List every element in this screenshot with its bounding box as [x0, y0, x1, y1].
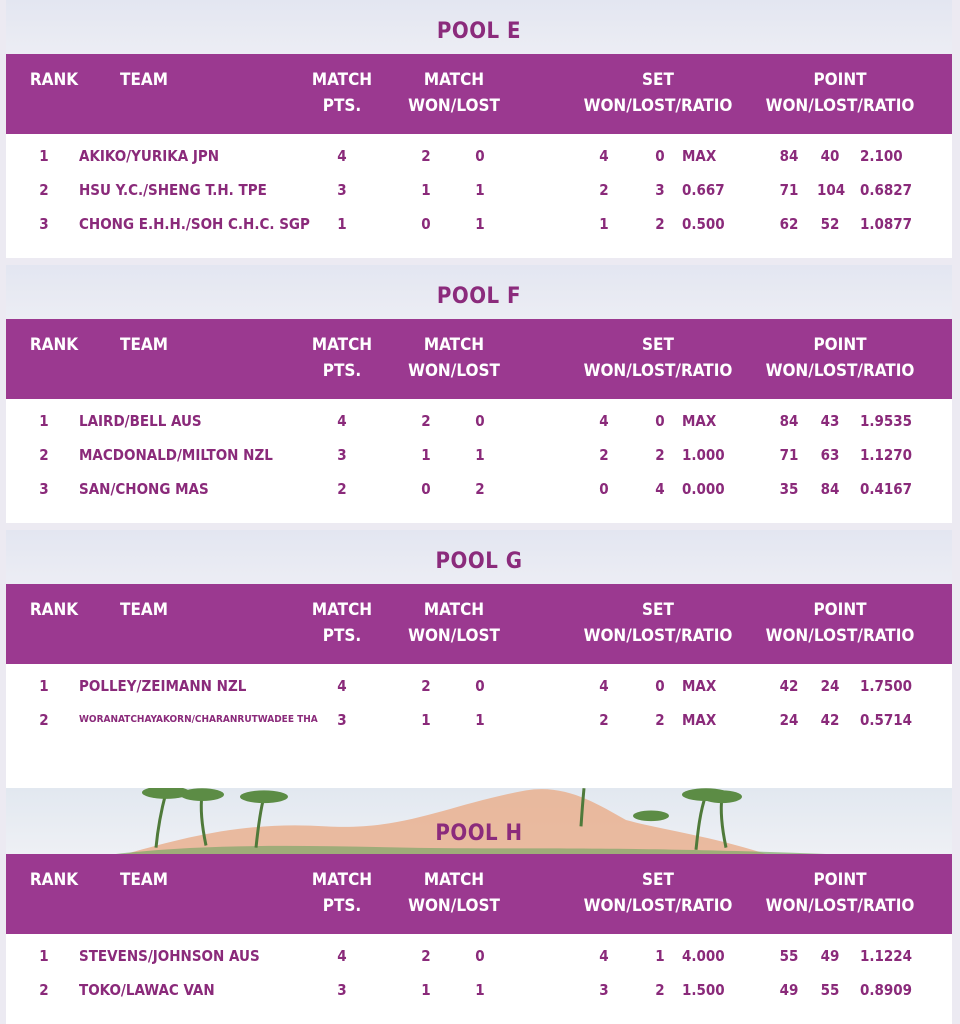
- point-won-cell: 24: [779, 711, 799, 729]
- table-row: [6, 939, 952, 973]
- point-lost-cell: 43: [820, 412, 840, 430]
- header-match-won-lost: MATCH WON/LOST: [408, 335, 500, 381]
- rank-cell: 1: [39, 147, 49, 165]
- point-lost-cell: 63: [820, 446, 840, 464]
- header-match-won-lost: MATCH WON/LOST: [408, 70, 500, 116]
- set-won-cell: 2: [599, 446, 609, 464]
- point-ratio-cell: 1.9535: [860, 412, 913, 430]
- match-pts-cell: 3: [337, 181, 347, 199]
- point-lost-cell: 84: [820, 480, 840, 498]
- point-lost-cell: 104: [817, 181, 846, 199]
- set-won-cell: 0: [599, 480, 609, 498]
- set-lost-cell: 2: [655, 215, 665, 233]
- set-lost-cell: 0: [655, 147, 665, 165]
- table-row: [6, 472, 952, 506]
- point-lost-cell: 49: [820, 947, 840, 965]
- table-row: [6, 669, 952, 703]
- table-row: [6, 207, 952, 241]
- header-match-pts: MATCH PTS.: [311, 70, 373, 116]
- match-won-cell: 2: [421, 412, 431, 430]
- team-cell: LAIRD/BELL AUS: [79, 412, 202, 430]
- set-ratio-cell: 1.500: [682, 981, 725, 999]
- match-pts-cell: 4: [337, 412, 347, 430]
- point-won-cell: 84: [779, 147, 799, 165]
- rank-cell: 3: [39, 480, 49, 498]
- match-lost-cell: 1: [475, 981, 485, 999]
- team-cell: TOKO/LAWAC VAN: [79, 981, 215, 999]
- table-header: [6, 319, 952, 399]
- header-match-pts: MATCH PTS.: [311, 335, 373, 381]
- header-point: POINT WON/LOST/RATIO: [765, 870, 915, 916]
- match-won-cell: 1: [421, 981, 431, 999]
- match-lost-cell: 0: [475, 947, 485, 965]
- point-ratio-cell: 1.1270: [860, 446, 913, 464]
- header-team: TEAM: [120, 870, 168, 890]
- pool-title: POOL H: [435, 821, 523, 846]
- set-ratio-cell: MAX: [682, 677, 717, 695]
- match-lost-cell: 0: [475, 412, 485, 430]
- header-team: TEAM: [120, 335, 168, 355]
- point-won-cell: 42: [779, 677, 799, 695]
- rank-cell: 2: [39, 446, 49, 464]
- match-pts-cell: 4: [337, 147, 347, 165]
- header-team: TEAM: [120, 70, 168, 90]
- point-ratio-cell: 1.0877: [860, 215, 913, 233]
- header-point: POINT WON/LOST/RATIO: [765, 600, 915, 646]
- set-lost-cell: 2: [655, 711, 665, 729]
- table-row: [6, 173, 952, 207]
- team-cell: CHONG E.H.H./SOH C.H.C. SGP: [79, 215, 310, 233]
- point-lost-cell: 24: [820, 677, 840, 695]
- match-lost-cell: 1: [475, 711, 485, 729]
- header-match-won-lost: MATCH WON/LOST: [408, 870, 500, 916]
- table-row: [6, 404, 952, 438]
- set-won-cell: 2: [599, 181, 609, 199]
- match-lost-cell: 1: [475, 181, 485, 199]
- point-ratio-cell: 1.1224: [860, 947, 913, 965]
- table-row: [6, 973, 952, 1007]
- header-point: POINT WON/LOST/RATIO: [765, 70, 915, 116]
- set-lost-cell: 4: [655, 480, 665, 498]
- match-lost-cell: 1: [475, 446, 485, 464]
- set-lost-cell: 2: [655, 981, 665, 999]
- point-lost-cell: 55: [820, 981, 840, 999]
- rank-cell: 2: [39, 181, 49, 199]
- point-won-cell: 62: [779, 215, 799, 233]
- match-won-cell: 1: [421, 181, 431, 199]
- team-cell: MACDONALD/MILTON NZL: [79, 446, 273, 464]
- team-cell: HSU Y.C./SHENG T.H. TPE: [79, 181, 267, 199]
- pool-title-band: [6, 265, 952, 319]
- header-set: SET WON/LOST/RATIO: [583, 870, 733, 916]
- team-cell: STEVENS/JOHNSON AUS: [79, 947, 260, 965]
- point-lost-cell: 42: [820, 711, 840, 729]
- match-lost-cell: 0: [475, 677, 485, 695]
- point-won-cell: 71: [779, 181, 799, 199]
- set-ratio-cell: 0.667: [682, 181, 725, 199]
- set-won-cell: 1: [599, 215, 609, 233]
- table-row: [6, 703, 952, 737]
- header-rank: RANK: [29, 600, 79, 620]
- match-won-cell: 1: [421, 446, 431, 464]
- set-won-cell: 3: [599, 981, 609, 999]
- rank-cell: 1: [39, 412, 49, 430]
- table-body: [6, 134, 952, 241]
- table-body: [6, 664, 952, 737]
- match-lost-cell: 1: [475, 215, 485, 233]
- match-won-cell: 2: [421, 677, 431, 695]
- match-pts-cell: 4: [337, 947, 347, 965]
- pool-title: POOL G: [435, 549, 523, 574]
- set-lost-cell: 1: [655, 947, 665, 965]
- rank-cell: 3: [39, 215, 49, 233]
- table-header: [6, 584, 952, 664]
- set-ratio-cell: 1.000: [682, 446, 725, 464]
- table-row: [6, 139, 952, 173]
- point-won-cell: 49: [779, 981, 799, 999]
- point-lost-cell: 52: [820, 215, 840, 233]
- set-ratio-cell: MAX: [682, 147, 717, 165]
- point-ratio-cell: 2.100: [860, 147, 903, 165]
- match-pts-cell: 3: [337, 981, 347, 999]
- point-ratio-cell: 0.4167: [860, 480, 913, 498]
- table-row: [6, 438, 952, 472]
- set-ratio-cell: 0.000: [682, 480, 725, 498]
- header-match-won-lost: MATCH WON/LOST: [408, 600, 500, 646]
- pool-title: POOL F: [436, 284, 522, 309]
- pool-title-band: [6, 0, 952, 54]
- team-cell: SAN/CHONG MAS: [79, 480, 209, 498]
- point-ratio-cell: 1.7500: [860, 677, 913, 695]
- header-rank: RANK: [29, 870, 79, 890]
- set-ratio-cell: 4.000: [682, 947, 725, 965]
- header-team: TEAM: [120, 600, 168, 620]
- point-ratio-cell: 0.8909: [860, 981, 913, 999]
- set-lost-cell: 2: [655, 446, 665, 464]
- header-point: POINT WON/LOST/RATIO: [765, 335, 915, 381]
- match-pts-cell: 3: [337, 446, 347, 464]
- header-match-pts: MATCH PTS.: [311, 600, 373, 646]
- set-won-cell: 4: [599, 947, 609, 965]
- point-won-cell: 55: [779, 947, 799, 965]
- match-lost-cell: 0: [475, 147, 485, 165]
- rank-cell: 2: [39, 711, 49, 729]
- set-ratio-cell: MAX: [682, 412, 717, 430]
- header-rank: RANK: [29, 335, 79, 355]
- set-lost-cell: 0: [655, 677, 665, 695]
- table-body: [6, 934, 952, 1007]
- point-ratio-cell: 0.5714: [860, 711, 913, 729]
- pool-e-section: [6, 0, 952, 258]
- pool-f-section: [6, 265, 952, 523]
- set-won-cell: 2: [599, 711, 609, 729]
- set-lost-cell: 0: [655, 412, 665, 430]
- pool-g-section: [6, 530, 952, 788]
- rank-cell: 2: [39, 981, 49, 999]
- set-ratio-cell: MAX: [682, 711, 717, 729]
- header-set: SET WON/LOST/RATIO: [583, 70, 733, 116]
- table-body: [6, 399, 952, 506]
- table-header: [6, 54, 952, 134]
- pool-h-section: [6, 788, 952, 1024]
- table-header: [6, 854, 952, 934]
- match-lost-cell: 2: [475, 480, 485, 498]
- header-set: SET WON/LOST/RATIO: [583, 600, 733, 646]
- pool-title: POOL E: [436, 19, 522, 44]
- match-won-cell: 2: [421, 947, 431, 965]
- set-won-cell: 4: [599, 677, 609, 695]
- match-won-cell: 0: [421, 215, 431, 233]
- set-won-cell: 4: [599, 412, 609, 430]
- set-ratio-cell: 0.500: [682, 215, 725, 233]
- rank-cell: 1: [39, 947, 49, 965]
- match-pts-cell: 1: [337, 215, 347, 233]
- team-cell: WORANATCHAYAKORN/CHARANRUTWADEE THA: [79, 714, 318, 725]
- match-pts-cell: 2: [337, 480, 347, 498]
- pool-title-band: [6, 788, 952, 854]
- point-lost-cell: 40: [820, 147, 840, 165]
- header-match-pts: MATCH PTS.: [311, 870, 373, 916]
- match-pts-cell: 4: [337, 677, 347, 695]
- point-won-cell: 84: [779, 412, 799, 430]
- match-pts-cell: 3: [337, 711, 347, 729]
- point-ratio-cell: 0.6827: [860, 181, 913, 199]
- pool-title-band: [6, 530, 952, 584]
- set-won-cell: 4: [599, 147, 609, 165]
- match-won-cell: 2: [421, 147, 431, 165]
- header-set: SET WON/LOST/RATIO: [583, 335, 733, 381]
- point-won-cell: 35: [779, 480, 799, 498]
- set-lost-cell: 3: [655, 181, 665, 199]
- header-rank: RANK: [29, 70, 79, 90]
- team-cell: AKIKO/YURIKA JPN: [79, 147, 220, 165]
- match-won-cell: 1: [421, 711, 431, 729]
- team-cell: POLLEY/ZEIMANN NZL: [79, 677, 247, 695]
- rank-cell: 1: [39, 677, 49, 695]
- match-won-cell: 0: [421, 480, 431, 498]
- point-won-cell: 71: [779, 446, 799, 464]
